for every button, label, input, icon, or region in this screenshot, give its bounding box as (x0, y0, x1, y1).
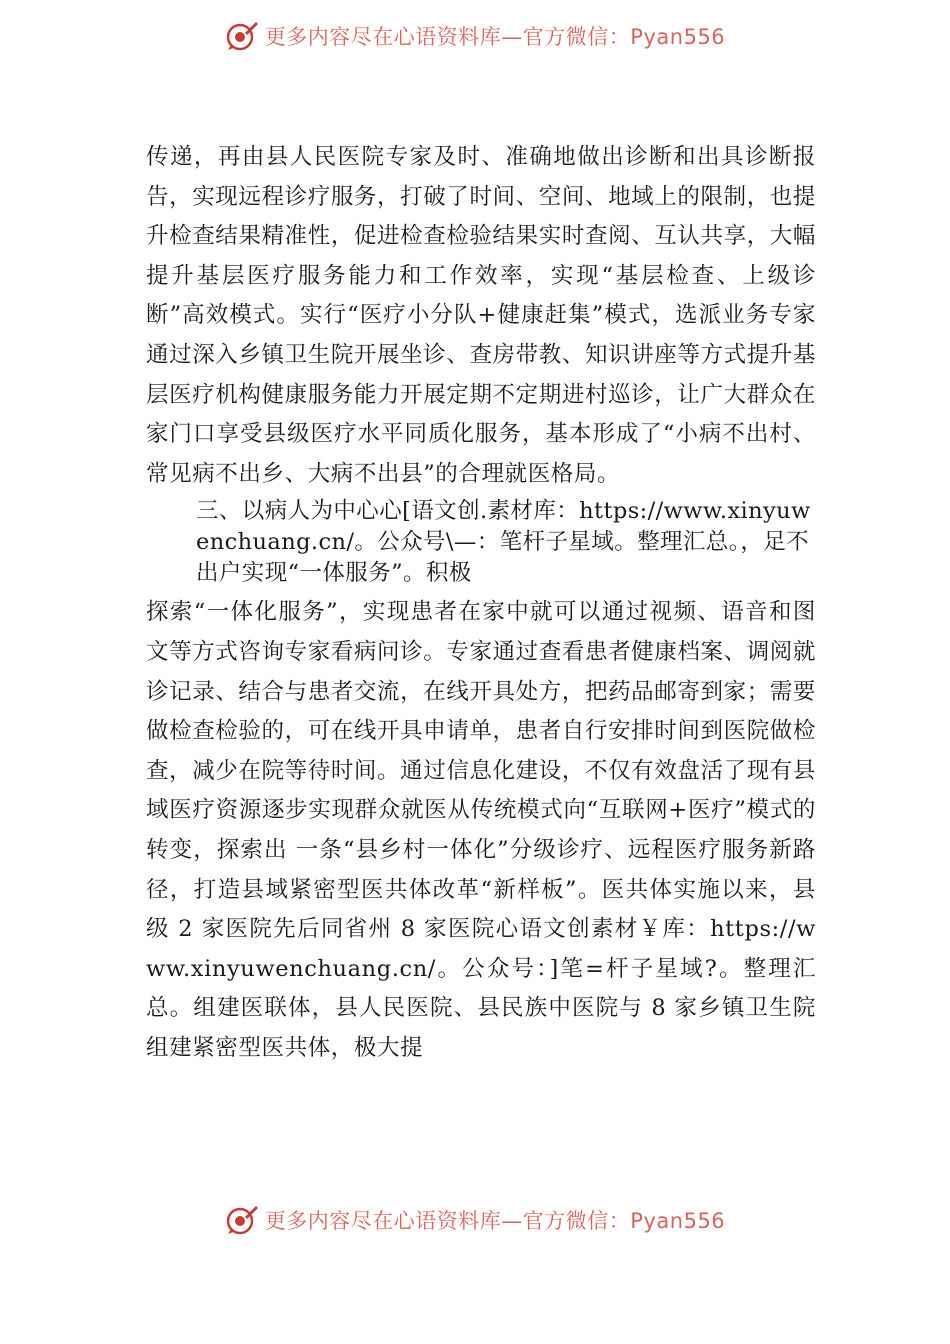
pen-logo-icon (225, 1203, 259, 1237)
footer-banner-text: 更多内容尽在心语资料库—官方微信：Pyan556 (264, 1209, 726, 1233)
header-banner (0, 16, 950, 56)
footer-banner (0, 1200, 950, 1240)
paragraph-3: 探索“一体化服务”，实现患者在家中就可以通过视频、语音和图文等方式咨询专家看病问诊。专家通过查看患者健康档案、调阅就诊记录、结合与患者交流，在线开具处方，把药品邮寄到家；需要做检查检验的，可在线开具申请单，患者自行安排时间到医院做检查，减少在院等待时间。通过信息化建设，不仅有效盘活了现有县域医疗资源逐步实现群众就医从传统模式向“互联网+医疗”模式的转变，探索出 一条“县乡村一体化”分级诊疗、远程医疗服务新路径，打造县域紧密型医共体改革“新样板”。医共体实施以来，县级 2 家医院先后同省州 8 家医院心语文创素材￥库：https://www.xinyuwenchuang.cn/。公众号：]笔=杆子星域?。整理汇总。组建医联体，县人民医院、县民族中医院与 8 家乡镇卫生院组建紧密型医共体，极大提 (146, 599, 816, 1061)
header-banner-text: 更多内容尽在心语资料库—官方微信：Pyan556 (264, 25, 726, 49)
pen-logo-icon (225, 19, 259, 53)
paragraph-2: 三、以病人为中心心[语文创.素材库：https://www.xinyuwenchuang.cn/。公众号\—：笔杆子星域。整理汇总。，足不出户实现“一体服务”。积极 (196, 498, 811, 587)
document-body (146, 138, 816, 1068)
paragraph-1: 传递，再由县人民医院专家及时、准确地做出诊断和出具诊断报告，实现远程诊疗服务，打破了时间、空间、地域上的限制，也提升检查结果精准性，促进检查检验结果实时查阅、互认共享，大幅提升基层医疗服务能力和工作效率，实现“基层检查、上级诊断”高效模式。实行“医疗小分队+健康赶集”模式，选派业务专家通过深入乡镇卫生院开展坐诊、查房带教、知识讲座等方式提升基层医疗机构健康服务能力开展定期不定期进村巡诊，让广大群众在家门口享受县级医疗水平同质化服务，基本形成了“小病不出村、常见病不出乡、大病不出县”的合理就医格局。 (146, 144, 816, 487)
